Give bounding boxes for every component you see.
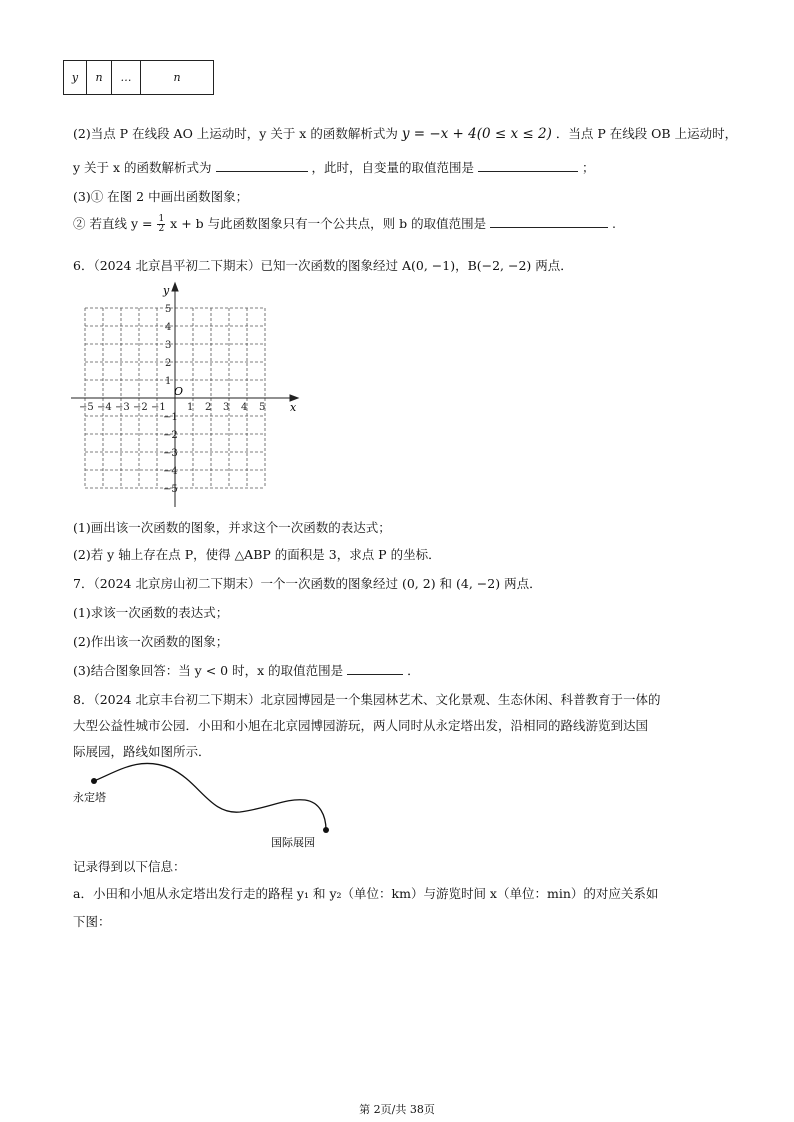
x-tick-label: −2 xyxy=(133,402,148,413)
y-tick-label: 4 xyxy=(165,322,172,333)
q5-part2-line2: y 关于 x 的函数解析式为 ，此时，自变量的取值范围是 ； xyxy=(73,160,595,175)
x-tick-label: 2 xyxy=(205,402,212,413)
table-cell: n xyxy=(141,61,214,95)
q8-line3: 际展园，路线如图所示． xyxy=(73,744,211,759)
y-tick-label: 1 xyxy=(165,376,172,387)
value-table xyxy=(63,60,214,95)
route-map xyxy=(70,760,340,850)
q8-a-line1: a．小田和小旭从永定塔出发行走的路程 y₁ 和 y₂（单位：km）与游览时间 x（单位：min）的对应关系如 xyxy=(73,886,659,901)
q6-coordinate-grid[interactable] xyxy=(66,281,311,511)
q8-a-line2: 下图： xyxy=(73,914,111,929)
q8-line2: 大型公益性城市公园．小田和小旭在北京园博园游玩，两人同时从永定塔出发，沿相同的路线游览到达国 xyxy=(73,718,649,733)
answer-blank[interactable] xyxy=(490,214,608,228)
y-tick-label: 5 xyxy=(165,304,172,315)
y-tick-label: −3 xyxy=(163,448,178,459)
q5-part3-1: (3)① 在图 2 中画出函数图象； xyxy=(73,189,249,204)
table-cell: y xyxy=(64,61,87,95)
origin-label: O xyxy=(174,385,184,398)
q6-part2: (2)若 y 轴上存在点 P，使得 △ABP 的面积是 3，求点 P 的坐标． xyxy=(73,547,441,562)
q8-line1: 8．（2024 北京丰台初二下期末）北京园博园是一个集园林艺术、文化景观、生态休闲、科普教育于一体的 xyxy=(73,692,661,707)
q7-part1: (1)求该一次函数的表达式； xyxy=(73,605,229,620)
route-end-label: 国际展园 xyxy=(271,836,315,849)
answer-blank[interactable] xyxy=(216,158,308,172)
q8-info: 记录得到以下信息： xyxy=(73,859,186,874)
q7-stem: 7．（2024 北京房山初二下期末）一个一次函数的图象经过 (0, 2) 和 (4, −2) 两点． xyxy=(73,576,542,591)
x-tick-label: −3 xyxy=(115,402,130,413)
x-tick-label: 4 xyxy=(241,402,248,413)
fraction-one-half: $\frac{1}{2}$ xyxy=(158,214,165,234)
route-start-label: 永定塔 xyxy=(73,791,106,804)
start-point xyxy=(91,778,97,784)
answer-blank[interactable] xyxy=(347,661,403,675)
y-tick-label: 3 xyxy=(165,340,172,351)
axes xyxy=(71,283,298,507)
x-axis-label: x xyxy=(290,401,297,414)
y-tick-label: −4 xyxy=(163,466,178,477)
table-cell: … xyxy=(112,61,141,95)
y-axis-label: y xyxy=(163,284,170,297)
q5-formula: y = −x + 4(0 ≤ x ≤ 2) xyxy=(401,126,552,142)
x-tick-label: −1 xyxy=(151,402,166,413)
q7-part3: (3)结合图象回答：当 y < 0 时，x 的取值范围是 ． xyxy=(73,663,420,678)
y-tick-label: −1 xyxy=(163,412,178,423)
q7-part2: (2)作出该一次函数的图象； xyxy=(73,634,229,649)
y-tick-label: −2 xyxy=(163,430,178,441)
y-tick-label: −5 xyxy=(163,484,178,495)
q6-stem: 6．（2024 北京昌平初二下期末）已知一次函数的图象经过 A(0, −1)，B(−2, −2) 两点． xyxy=(73,258,573,273)
x-tick-label: 1 xyxy=(187,402,194,413)
x-tick-label: −4 xyxy=(97,402,112,413)
y-axis-arrow xyxy=(172,283,178,291)
q5-part2-line1: (2)当点 P 在线段 AO 上运动时，y 关于 x 的函数解析式为 y = −x + 4(0 ≤ x ≤ 2) ．当点 P 在线段 OB 上运动时， xyxy=(73,126,738,142)
x-tick-label: −5 xyxy=(79,402,94,413)
end-point xyxy=(323,827,329,833)
y-tick-label: 2 xyxy=(165,358,172,369)
x-tick-label: 5 xyxy=(259,402,266,413)
q6-part1: (1)画出该一次函数的图象，并求这个一次函数的表达式； xyxy=(73,520,391,535)
answer-blank[interactable] xyxy=(478,158,578,172)
x-tick-label: 3 xyxy=(223,402,230,413)
q5-part3-2: ② 若直线 y = $\frac{1}{2}$ x + b 与此函数图象只有一个公共点，则 b 的取值范围是 . xyxy=(73,214,617,234)
page-footer: 第 2页/共 38页 xyxy=(359,1103,435,1116)
table-cell: n xyxy=(87,61,112,95)
route-path xyxy=(94,763,326,830)
